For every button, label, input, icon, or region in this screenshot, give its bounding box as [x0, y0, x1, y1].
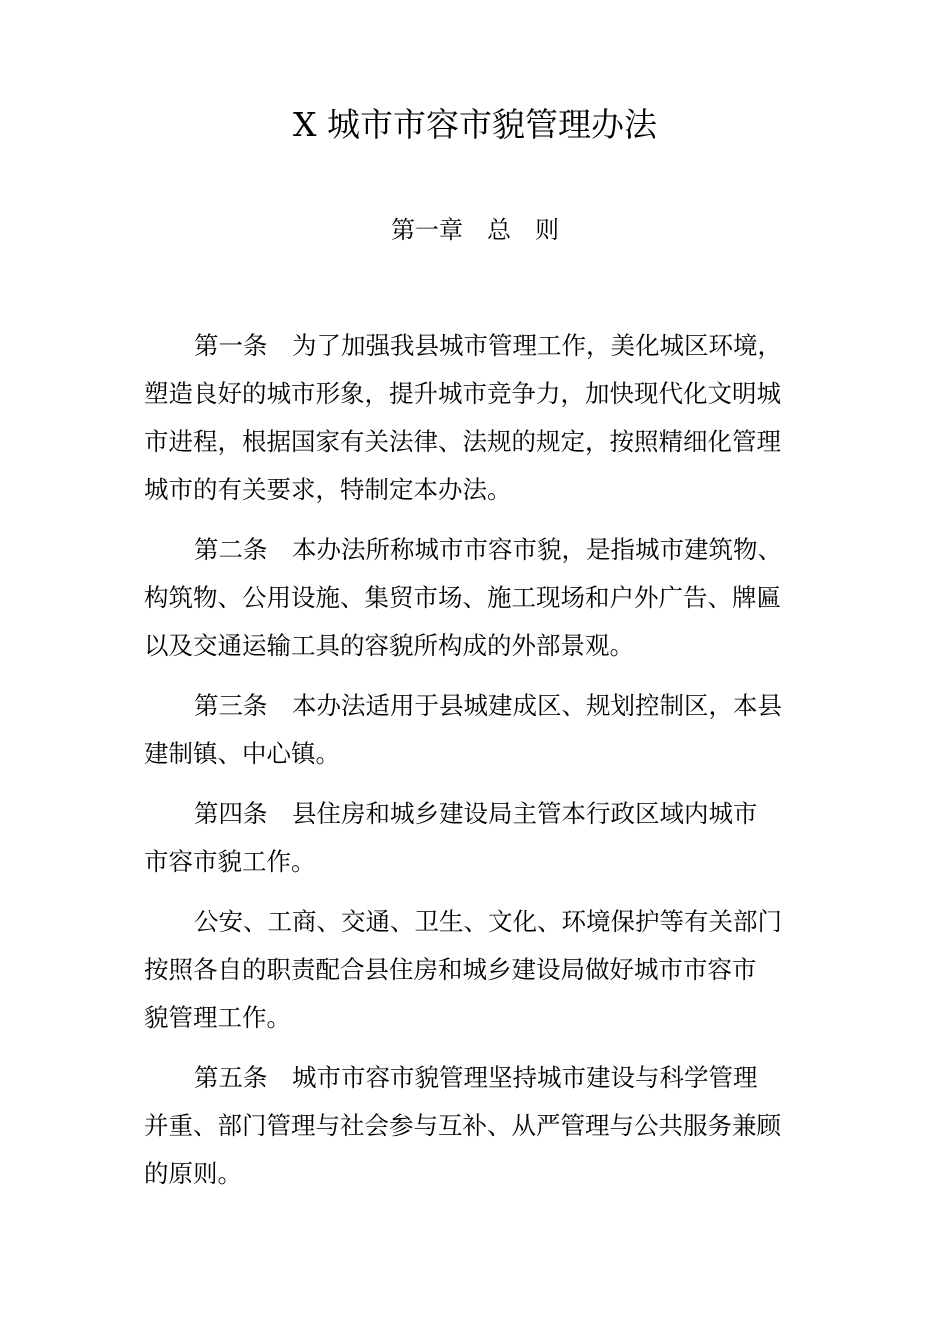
- text-line: 第三条 本办法适用于县城建成区、规划控制区，本县: [194, 691, 782, 720]
- text-line: 第一条 为了加强我县城市管理工作，美化城区环境，: [194, 331, 782, 360]
- text-line: 城市的有关要求，特制定本办法。: [144, 475, 512, 504]
- article-2-paragraph: [144, 526, 838, 670]
- text-line: 市进程，根据国家有关法律、法规的规定，按照精细化管理: [144, 427, 781, 456]
- text-line: 公安、工商、交通、卫生、文化、环境保护等有关部门: [194, 907, 782, 936]
- article-3-paragraph: [144, 682, 838, 778]
- document-title: X 城市市容市貌管理办法: [293, 105, 657, 144]
- text-line: 第五条 城市市容市貌管理坚持城市建设与科学管理: [194, 1063, 758, 1092]
- text-line: 构筑物、公用设施、集贸市场、施工现场和户外广告、牌匾: [144, 583, 781, 612]
- text-line: 貌管理工作。: [144, 1003, 291, 1032]
- article-1-paragraph: [144, 322, 838, 514]
- text-line: 以及交通运输工具的容貌所构成的外部景观。: [144, 631, 634, 660]
- text-line: 塑造良好的城市形象，提升城市竞争力，加快现代化文明城: [144, 379, 781, 408]
- text-line: 第二条 本办法所称城市市容市貌，是指城市建筑物、: [194, 535, 782, 564]
- article-4-supplement-paragraph: [144, 898, 838, 1042]
- chapter-heading: 第一章 总 则: [391, 216, 559, 244]
- text-line: 并重、部门管理与社会参与互补、从严管理与公共服务兼顾: [144, 1111, 781, 1140]
- text-line: 市容市貌工作。: [144, 847, 316, 876]
- document-body: [144, 322, 838, 1210]
- text-line: 建制镇、中心镇。: [144, 739, 340, 768]
- text-line: 按照各自的职责配合县住房和城乡建设局做好城市市容市: [144, 955, 757, 984]
- text-line: 的原则。: [144, 1159, 242, 1188]
- article-5-paragraph: [144, 1054, 838, 1198]
- article-4-paragraph: [144, 790, 838, 886]
- text-line: 第四条 县住房和城乡建设局主管本行政区域内城市: [194, 799, 758, 828]
